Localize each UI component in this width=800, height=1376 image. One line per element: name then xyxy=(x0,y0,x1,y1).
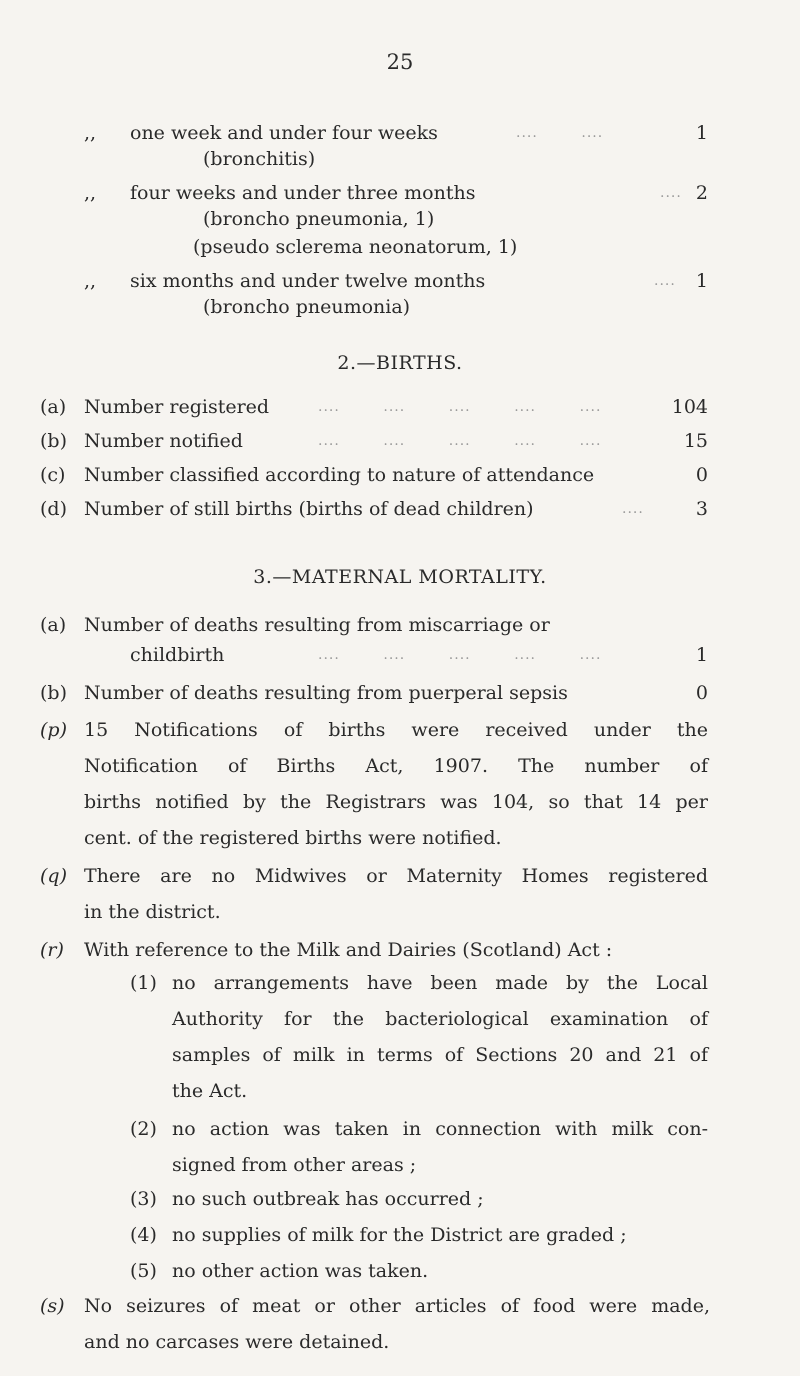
note-paragraph xyxy=(84,858,708,930)
item-label: (a) xyxy=(40,396,67,418)
row-text: four weeks and under three months xyxy=(130,182,476,204)
item-text: Number of deaths resulting from miscarriage or xyxy=(84,614,550,636)
sub-number: (3) xyxy=(130,1188,157,1210)
item-label: (d) xyxy=(40,498,67,520)
leader-dots: .... xyxy=(622,501,644,517)
row-prefix: ,, xyxy=(84,122,97,144)
note-line: and no carcases were detained. xyxy=(84,1331,390,1353)
leader-dots: .... .... .... .... .... xyxy=(318,399,602,415)
leader-dots: .... .... .... .... .... xyxy=(318,647,602,663)
sub-line: signed from other areas ; xyxy=(172,1154,417,1176)
row-text: one week and under four weeks xyxy=(130,122,438,144)
note-intro: With reference to the Milk and Dairies (Scotland) Act : xyxy=(84,939,613,961)
item-value: 3 xyxy=(695,498,708,520)
row-value: 2 xyxy=(695,182,708,204)
item-label: (c) xyxy=(40,464,66,486)
row-detail: (broncho pneumonia) xyxy=(203,296,411,318)
item-text: Number of deaths resulting from puerperal sepsis xyxy=(84,682,568,704)
row-text: six months and under twelve months xyxy=(130,270,486,292)
note-label: (r) xyxy=(40,939,64,961)
sub-line: no other action was taken. xyxy=(172,1260,429,1282)
sub-line: no such outbreak has occurred ; xyxy=(172,1188,484,1210)
sub-number: (2) xyxy=(130,1118,157,1140)
sub-line: no supplies of milk for the District are graded ; xyxy=(172,1224,627,1246)
item-value: 0 xyxy=(695,682,708,704)
item-value: 15 xyxy=(683,430,708,452)
note-line: There are no Midwives or Maternity Homes registered xyxy=(84,865,708,887)
sub-number: (1) xyxy=(130,972,157,994)
sub-line: samples of milk in terms of Sections 20 and 21 of xyxy=(172,1044,708,1066)
sub-paragraph xyxy=(172,1111,708,1183)
note-label: (q) xyxy=(40,865,67,887)
note-line: in the district. xyxy=(84,901,221,923)
item-text: Number of still births (births of dead children) xyxy=(84,498,534,520)
section-heading: 3.—MATERNAL MORTALITY. xyxy=(253,566,547,588)
note-line: births notified by the Registrars was 104, so that 14 per xyxy=(84,791,708,813)
row-value: 1 xyxy=(695,122,708,144)
leader-dots: .... xyxy=(660,185,682,201)
leader-dots: .... xyxy=(654,273,676,289)
note-line: No seizures of meat or other articles of food were made, xyxy=(84,1295,710,1317)
item-label: (a) xyxy=(40,614,67,636)
sub-line: no action was taken in connection with milk con- xyxy=(172,1118,708,1140)
item-value: 1 xyxy=(695,644,708,666)
section-heading: 2.—BIRTHS. xyxy=(337,352,463,374)
row-prefix: ,, xyxy=(84,182,97,204)
note-line: 15 Notifications of births were received under the xyxy=(84,719,708,741)
sub-line: the Act. xyxy=(172,1080,248,1102)
row-detail: (bronchitis) xyxy=(203,148,316,170)
sub-number: (5) xyxy=(130,1260,157,1282)
item-label: (b) xyxy=(40,682,67,704)
item-text: Number classified according to nature of attendance xyxy=(84,464,595,486)
row-value: 1 xyxy=(695,270,708,292)
note-label: (p) xyxy=(40,719,67,741)
note-line: Notification of Births Act, 1907. The number of xyxy=(84,755,708,777)
item-value: 0 xyxy=(695,464,708,486)
sub-number: (4) xyxy=(130,1224,157,1246)
leader-dots: .... .... .... .... .... xyxy=(318,433,602,449)
note-label: (s) xyxy=(40,1295,65,1317)
item-label: (b) xyxy=(40,430,67,452)
note-paragraph xyxy=(84,1288,710,1360)
note-paragraph xyxy=(84,712,708,856)
item-text: Number notified xyxy=(84,430,243,452)
row-detail: (pseudo sclerema neonatorum, 1) xyxy=(193,236,518,258)
sub-line: Authority for the bacteriological examination of xyxy=(172,1008,708,1030)
page-number: 25 xyxy=(386,50,414,74)
sub-line: no arrangements have been made by the Local xyxy=(172,972,708,994)
item-value: 104 xyxy=(671,396,708,418)
item-text-cont: childbirth xyxy=(130,644,225,666)
sub-paragraph xyxy=(172,965,708,1109)
row-prefix: ,, xyxy=(84,270,97,292)
leader-dots: .... .... xyxy=(516,125,604,141)
item-text: Number registered xyxy=(84,396,270,418)
note-line: cent. of the registered births were notified. xyxy=(84,827,502,849)
row-detail: (broncho pneumonia, 1) xyxy=(203,208,435,230)
